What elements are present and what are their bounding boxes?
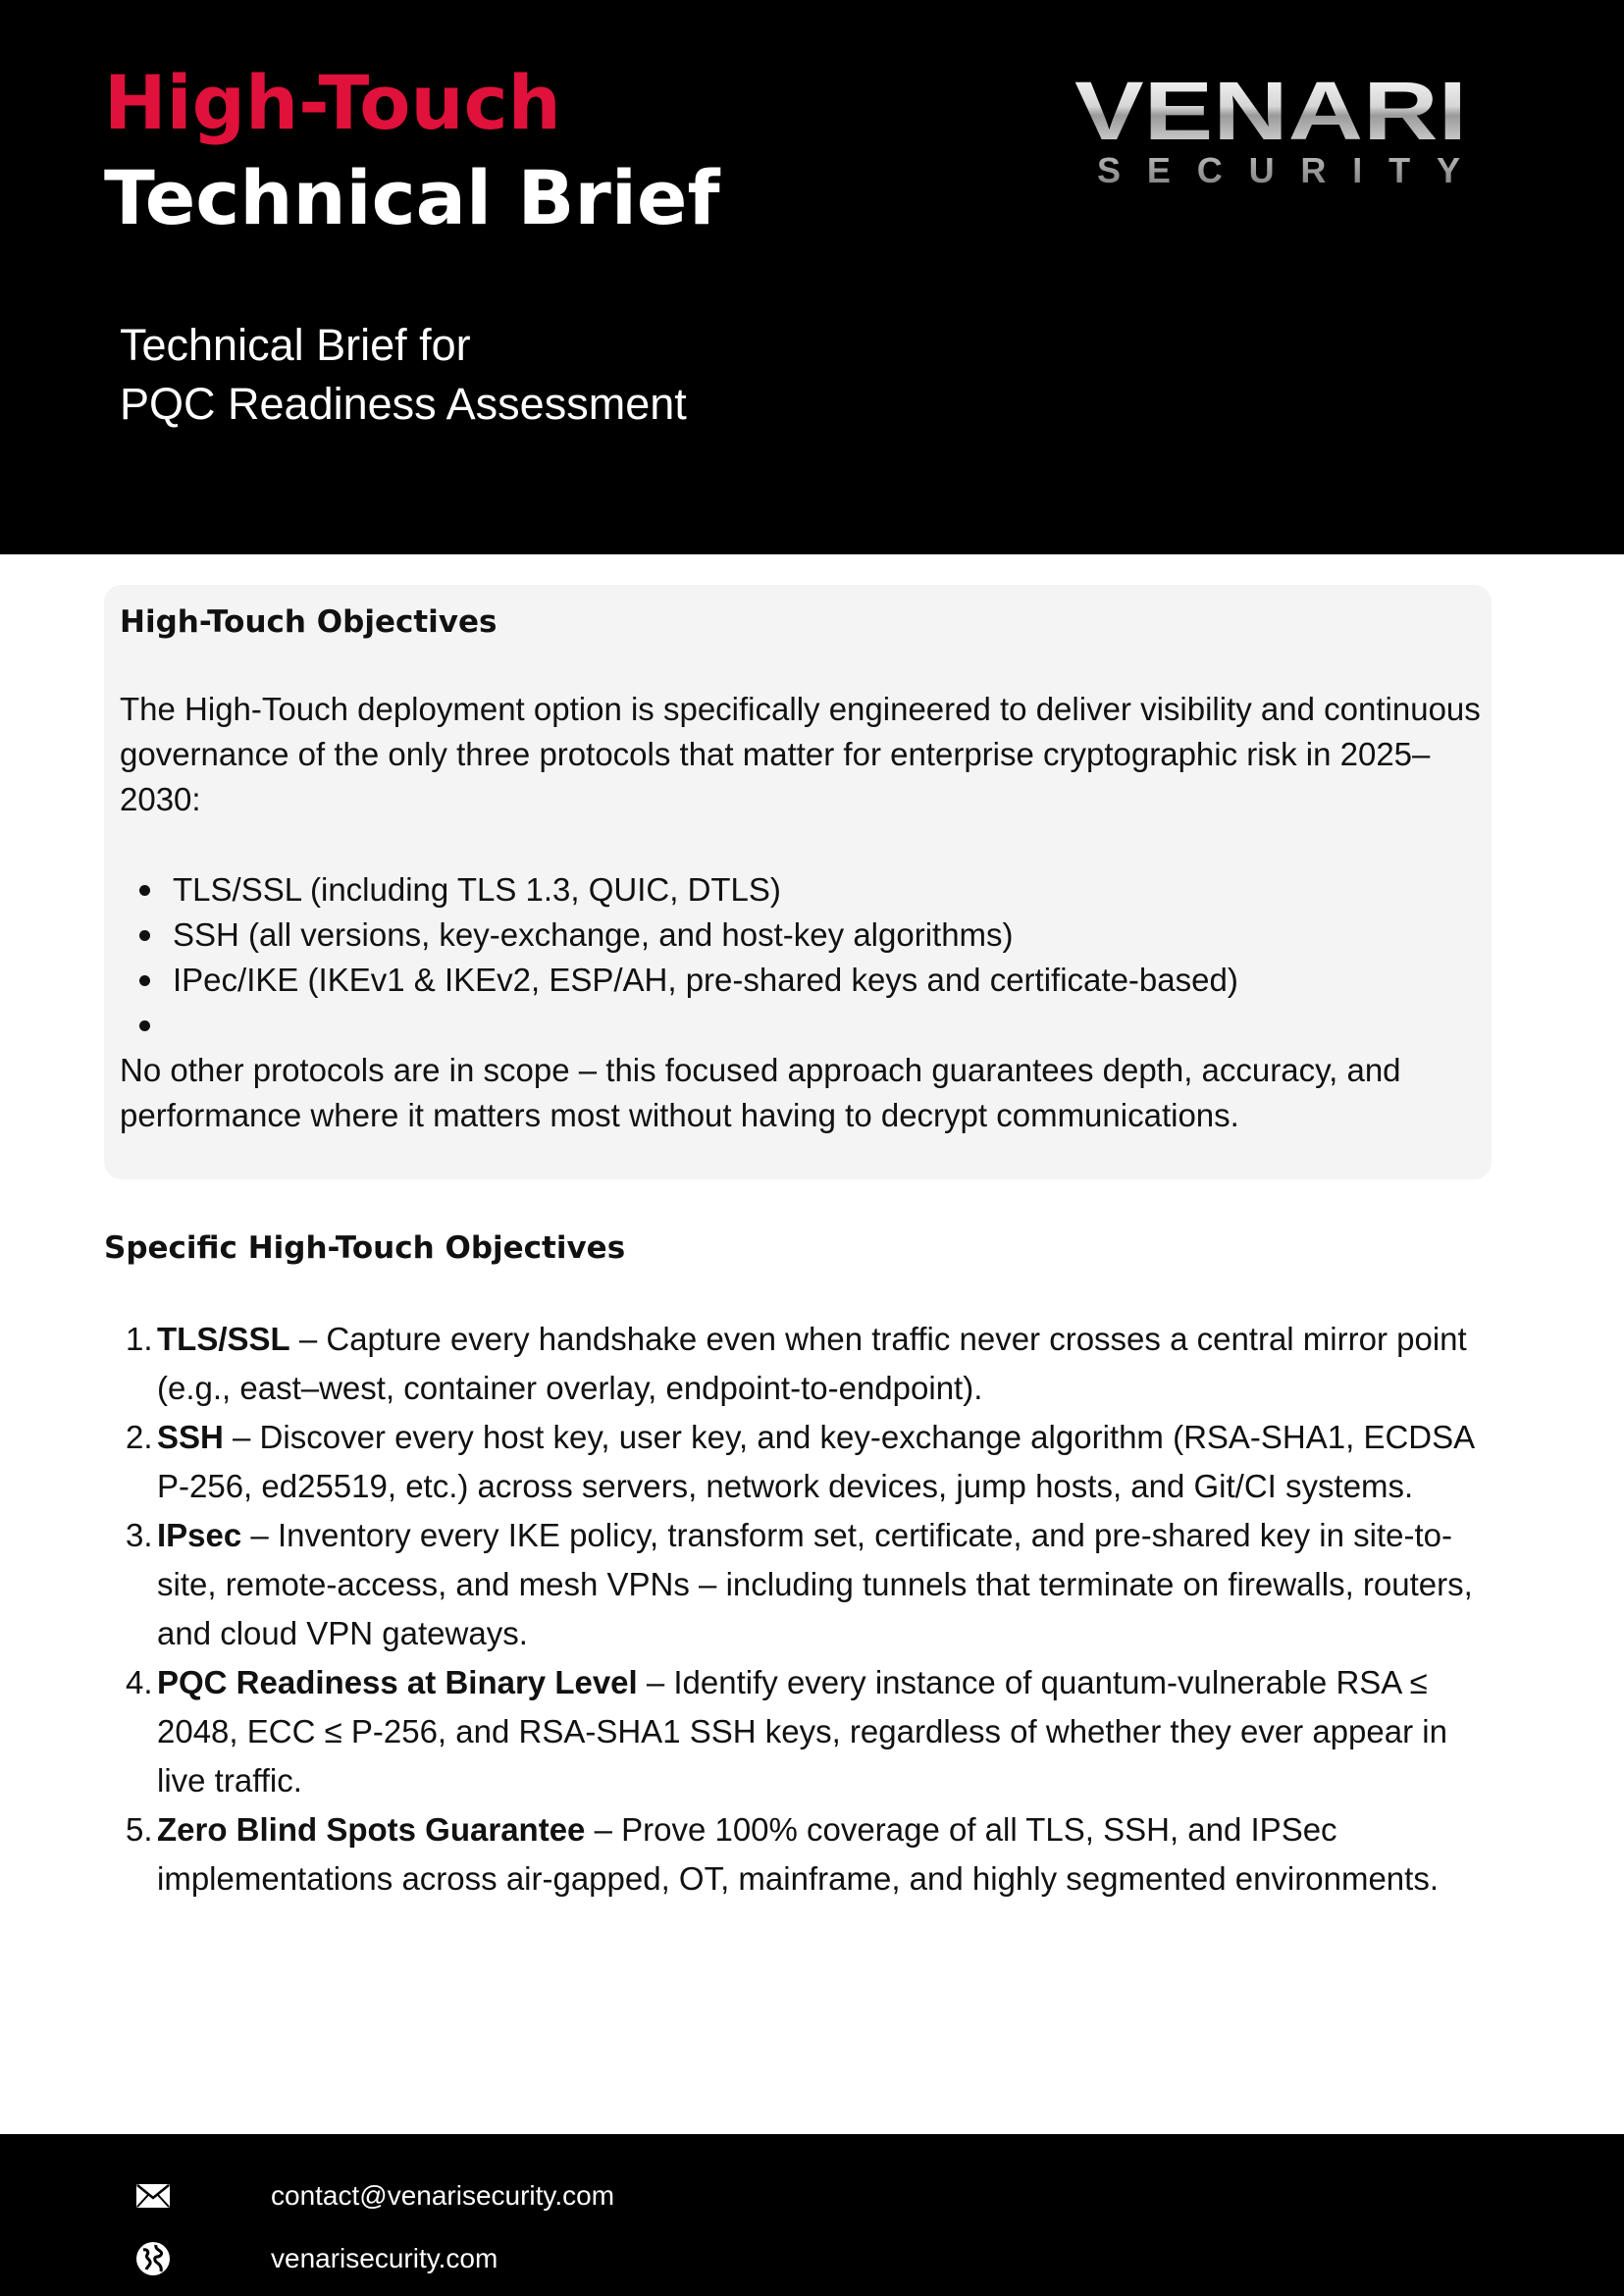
envelope-icon <box>133 2176 173 2216</box>
header-banner <box>0 0 1624 554</box>
item-lead: Zero Blind Spots Guarantee <box>157 1811 586 1848</box>
title-accent: High-Touch <box>104 59 561 146</box>
bullet-icon <box>139 930 150 941</box>
list-item <box>120 1003 1484 1048</box>
globe-icon <box>133 2239 173 2278</box>
subtitle-line-2: PQC Readiness Assessment <box>120 379 687 429</box>
bullet-icon <box>139 1020 150 1031</box>
protocol-item-ipsec: IPec/IKE (IKEv1 & IKEv2, ESP/AH, pre-shared keys and certificate-based) <box>173 962 1238 998</box>
protocol-item-ssh: SSH (all versions, key-exchange, and host-key algorithms) <box>173 916 1014 953</box>
list-item <box>120 958 1484 1003</box>
specific-objectives-list <box>104 1315 1478 1904</box>
item-lead: IPsec <box>157 1517 242 1553</box>
website-link[interactable]: venarisecurity.com <box>271 2243 498 2273</box>
list-item <box>104 1413 1478 1511</box>
protocol-item-tls: TLS/SSL (including TLS 1.3, QUIC, DTLS) <box>173 871 781 908</box>
venari-security-logo <box>1070 69 1472 191</box>
objectives-heading: High-Touch Objectives <box>120 604 498 640</box>
objectives-box <box>104 585 1492 1179</box>
item-lead: SSH <box>157 1419 224 1455</box>
item-lead: TLS/SSL <box>157 1321 290 1357</box>
subtitle-line-1: Technical Brief for <box>120 320 471 370</box>
list-item <box>104 1511 1478 1658</box>
subtitle <box>120 316 687 434</box>
bullet-icon <box>139 885 150 896</box>
item-number: 3. <box>126 1517 153 1553</box>
contact-email-link[interactable]: contact@venarisecurity.com <box>271 2180 615 2211</box>
item-number: 2. <box>126 1419 153 1455</box>
item-text: – Prove 100% coverage of all TLS, SSH, and IPSec implementations across air-gapped, OT, mainframe, and highly segmented environments. <box>157 1811 1439 1897</box>
footer-email-row[interactable] <box>133 2171 614 2220</box>
footer-website-row[interactable] <box>133 2234 498 2283</box>
item-number: 5. <box>126 1811 153 1848</box>
objectives-outro: No other protocols are in scope – this focused approach guarantees depth, accuracy, and performance where it matters most without having to decrypt communications. <box>120 1052 1401 1133</box>
page-title: Technical Brief <box>104 154 720 241</box>
item-number: 4. <box>126 1664 153 1700</box>
logo-tagline: SECURITY <box>1097 150 1460 190</box>
objectives-intro: The High-Touch deployment option is specifically engineered to deliver visibility and continuous governance of the only three protocols that matter for enterprise cryptographic risk in 2025–2030: <box>120 691 1481 817</box>
logo-wordmark: VENARI <box>1074 69 1467 157</box>
list-item <box>104 1658 1478 1805</box>
item-text: – Capture every handshake even when traffic never crosses a central mirror point (e.g., east–west, container overlay, endpoint-to-endpoint). <box>157 1321 1467 1406</box>
footer <box>0 2134 1624 2296</box>
specific-objectives-heading: Specific High-Touch Objectives <box>104 1230 626 1266</box>
item-lead: PQC Readiness at Binary Level <box>157 1664 638 1700</box>
item-number: 1. <box>126 1321 153 1357</box>
protocol-list <box>120 867 1484 1048</box>
item-text: – Identify every instance of quantum-vulnerable RSA ≤ 2048, ECC ≤ P-256, and RSA-SHA1 SSH keys, regardless of whether they ever appear in live traffic. <box>157 1664 1447 1799</box>
list-item <box>120 913 1484 958</box>
list-item <box>104 1805 1478 1904</box>
list-item <box>104 1315 1478 1413</box>
list-item <box>120 867 1484 913</box>
item-text: – Inventory every IKE policy, transform set, certificate, and pre-shared key in site-to-site, remote-access, and mesh VPNs – including tunnels that terminate on firewalls, routers, and cloud VPN gateways. <box>157 1517 1473 1651</box>
item-text: – Discover every host key, user key, and key-exchange algorithm (RSA-SHA1, ECDSA P-256, ed25519, etc.) across servers, network devices, jump hosts, and Git/CI systems. <box>157 1419 1474 1504</box>
bullet-icon <box>139 975 150 986</box>
